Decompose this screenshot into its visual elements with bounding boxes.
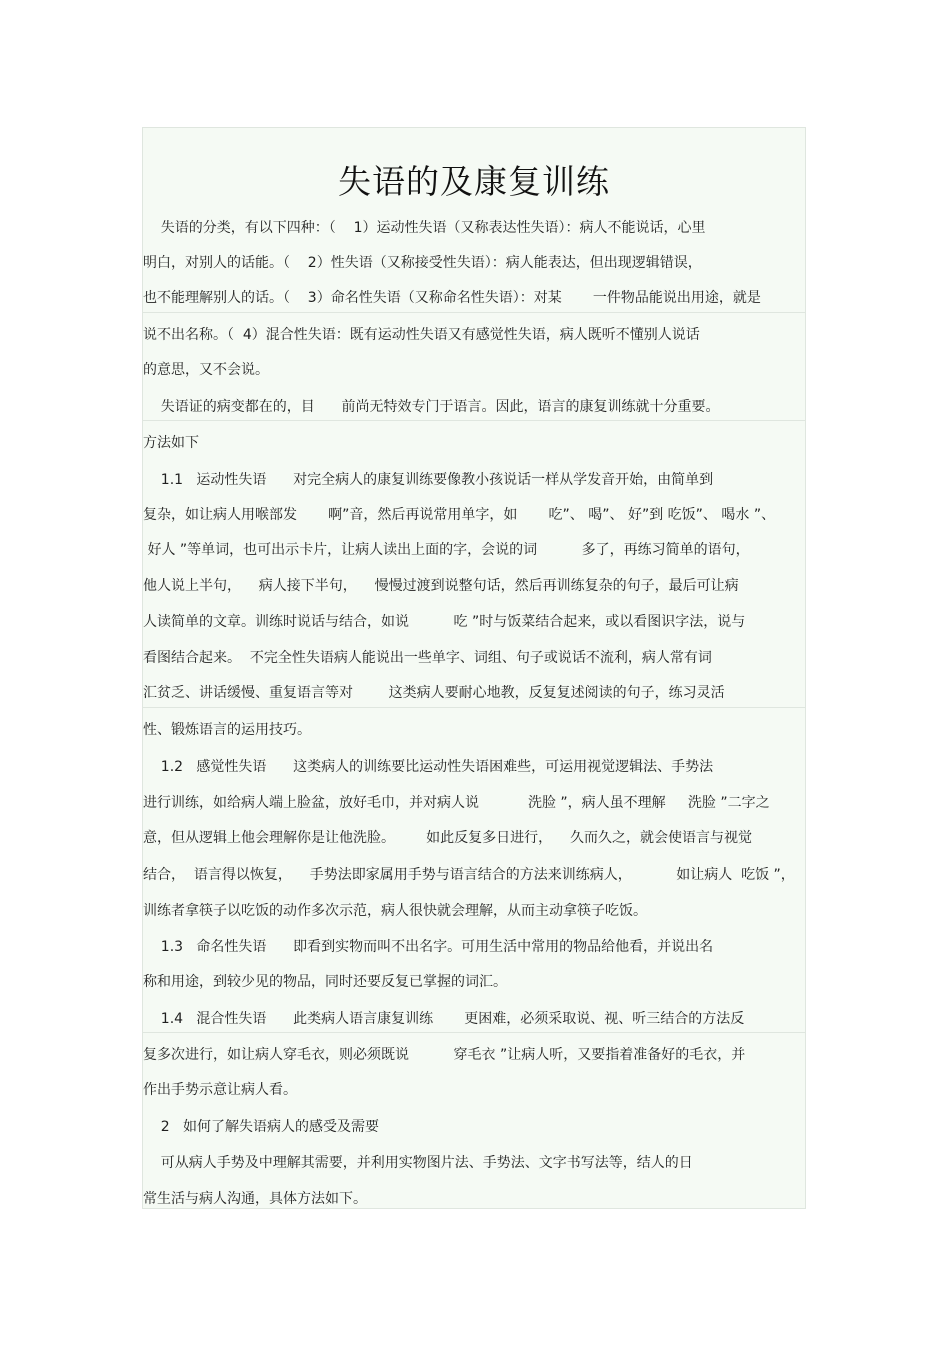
body-line: 好人 ”等单词，也可出示卡片，让病人读出上面的字，会说的词 多了，再练习简单的语句， bbox=[143, 542, 750, 558]
body-line: 作出手势示意让病人看。 bbox=[143, 1082, 297, 1098]
body-line: 1.4 混合性失语 此类病人语言康复训练 更困难，必须采取说、视、听三结合的方法反 bbox=[143, 1011, 745, 1027]
divider bbox=[143, 420, 805, 421]
body-line: 称和用途，到较少见的物品，同时还要反复已掌握的词汇。 bbox=[143, 974, 507, 990]
body-line: 可从病人手势及中理解其需要，并利用实物图片法、手势法、文字书写法等，结人的日 bbox=[143, 1155, 693, 1171]
divider bbox=[143, 707, 805, 708]
body-line: 方法如下 bbox=[143, 435, 199, 451]
body-line: 说不出名称。（ 4）混合性失语：既有运动性失语又有感觉性失语，病人既听不懂别人说话 bbox=[143, 327, 700, 343]
body-line: 常生活与病人沟通，具体方法如下。 bbox=[143, 1191, 367, 1207]
divider bbox=[143, 312, 805, 313]
document-page bbox=[142, 127, 806, 1209]
document-title: 失语的及康复训练 bbox=[338, 162, 610, 201]
body-line: 1.1 运动性失语 对完全病人的康复训练要像教小孩说话一样从学发音开始，由简单到 bbox=[143, 472, 714, 488]
body-line: 失语的分类，有以下四种：（ 1）运动性失语（又称表达性失语）：病人不能说话，心里 bbox=[143, 220, 706, 236]
body-line: 失语证的病变都在的，目 前尚无特效专门于语言。因此，语言的康复训练就十分重要。 bbox=[143, 399, 720, 415]
body-line: 性、锻炼语言的运用技巧。 bbox=[143, 722, 311, 738]
divider bbox=[143, 1032, 805, 1033]
body-line: 明白，对别人的话能。（ 2）性失语（又称接受性失语）：病人能表达，但出现逻辑错误， bbox=[143, 255, 702, 271]
body-line: 复多次进行，如让病人穿毛衣，则必须既说 穿毛衣 ”让病人听，又要指着准备好的毛衣，并 bbox=[143, 1047, 746, 1063]
body-line: 看图结合起来。 不完全性失语病人能说出一些单字、词组、句子或说话不流利，病人常有词 bbox=[143, 650, 712, 666]
body-line: 人读简单的文章。训练时说话与结合，如说 吃 ”时与饭菜结合起来，或以看图识字法，说与 bbox=[143, 614, 746, 630]
body-line: 复杂，如让病人用喉部发 啊”音，然后再说常用单字，如 吃”、 喝”、 好”到 吃饭”、 喝水 ”、 bbox=[143, 507, 776, 523]
body-line: 2 如何了解失语病人的感受及需要 bbox=[143, 1119, 380, 1135]
body-line: 1.2 感觉性失语 这类病人的训练要比运动性失语困难些，可运用视觉逻辑法、手势法 bbox=[143, 759, 714, 775]
body-line: 训练者拿筷子以吃饭的动作多次示范，病人很快就会理解，从而主动拿筷子吃饭。 bbox=[143, 903, 647, 919]
body-line: 他人说上半句， 病人接下半句， 慢慢过渡到说整句话，然后再训练复杂的句子，最后可让病 bbox=[143, 578, 739, 594]
body-line: 也不能理解别人的话。（ 3）命名性失语（又称命名性失语）：对某 一件物品能说出用途，就是 bbox=[143, 290, 761, 306]
body-line: 汇贫乏、讲话缓慢、重复语言等对 这类病人要耐心地教，反复复述阅读的句子，练习灵活 bbox=[143, 685, 725, 701]
body-line: 意，但从逻辑上他会理解你是让他洗脸。 如此反复多日进行， 久而久之，就会使语言与视觉 bbox=[143, 830, 752, 846]
body-line: 进行训练，如给病人端上脸盆，放好毛巾，并对病人说 洗脸 ”，病人虽不理解 洗脸 ”二字之 bbox=[143, 795, 770, 811]
body-line: 1.3 命名性失语 即看到实物而叫不出名字。可用生活中常用的物品给他看，并说出名 bbox=[143, 939, 714, 955]
body-line: 结合， 语言得以恢复， 手势法即家属用手势与语言结合的方法来训练病人， 如让病人 吃饭 ”， bbox=[143, 867, 795, 883]
body-line: 的意思，又不会说。 bbox=[143, 362, 269, 378]
